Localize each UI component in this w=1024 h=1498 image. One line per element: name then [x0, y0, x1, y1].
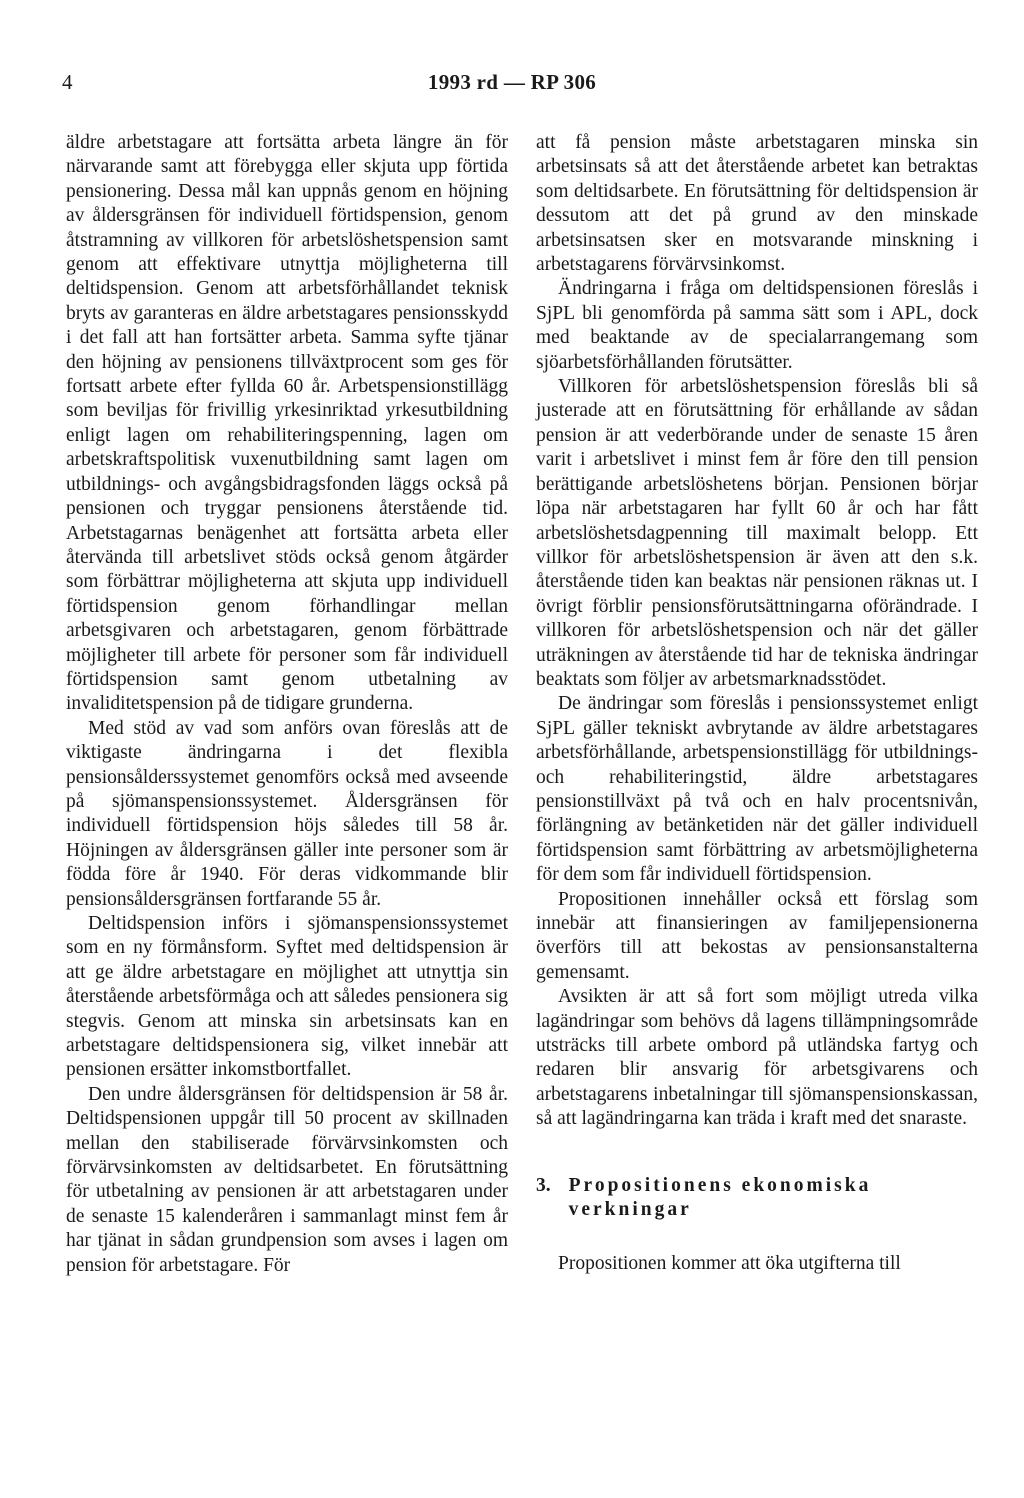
running-head: 1993 rd — RP 306 — [427, 70, 597, 94]
paragraph: Propositionen innehåller också ett förslag som innebär att finansieringen av familjepensionerna överförs till att bekostas av pensionsanstalterna gemensamt. — [536, 888, 978, 983]
section-heading — [536, 1174, 978, 1223]
left-column — [66, 131, 508, 1278]
page-number: 4 — [62, 70, 73, 94]
section-number: 3. — [536, 1174, 551, 1196]
paragraph: Villkoren för arbetslöshetspension föreslås bli så justerade att en förutsättning för erhållande av sådan pension är att vederbörande under de senaste 15 åren varit i arbetslivet i minst fem år före den till pension berättigande arbetslöshetens början. Pensionen börjar löpa när arbetstagaren har fyllt 60 år och har fått arbetslöshetsdagpenning till maximalt belopp. Ett villkor för arbetslöshetspension är även att den s.k. återstående tiden kan beaktas när pensionen räknas ut. I övrigt förblir pensionsförutsättningarna oförändrade. I villkoren för arbetslöshetspension och när det gäller uträkningen av återstående tid har de tekniska ändringar beaktats som följer av arbetsmarknadsstödet. — [536, 376, 978, 690]
paragraph: Deltidspension införs i sjömanspensionssystemet som en ny förmånsform. Syftet med deltidspension är att ge äldre arbetstagare en möjlighet att utnyttja sin återstående arbetsförmåga och att således pensionera sig stegvis. Genom att minska sin arbetsinsats kan en arbetstagare deltidspensionera sig, vilket innebär att pensionen ersätter inkomstbortfallet. — [66, 913, 508, 1081]
paragraph: att få pension måste arbetstagaren minska sin arbetsinsats så att det återstående arbetet kan betraktas som deltidsarbete. En förutsättning för deltidspension är dessutom att det på grund av den minskade arbetsinsatsen sker en motsvarande minskning i arbetstagarens förvärvsinkomst. — [536, 132, 978, 276]
right-column — [536, 131, 978, 1277]
paragraph: äldre arbetstagare att fortsätta arbeta längre än för närvarande samt att förebygga eller skjuta upp förtida pensionering. Dessa mål kan uppnås genom en höjning av åldersgränsen för individuell förtidspension, genom åtstramning av villkoren för arbetslöshetspension samt genom att effektivare utnyttja möjligheterna till deltidspension. Genom att arbetsförhållandet teknisk bryts av garanteras en äldre arbetstagares pensionsskydd i det fall att han fortsätter arbeta. Samma syfte tjänar den höjning av pensionens tillväxtprocent som ges för fortsatt arbete efter fyllda 60 år. Arbetspensionstillägg som beviljas för frivillig yrkesinriktad yrkesutbildning enligt lagen om rehabiliteringspenning, lagen om arbetskraftspolitisk vuxenutbildning samt lagen om utbildnings- och avgångsbidragsfonden läggs också på pensionen och tryggar pensionens återstående tid. Arbetstagarnas benägenhet att fortsätta arbeta eller återvända till arbetslivet stöds också genom åtgärder som förbättrar möjligheterna att skjuta upp individuell förtidspension genom förhandlingar mellan arbetsgivaren och arbetstagaren, genom förbättrade möjligheter till arbete för personer som får individuell förtidspension samt genom utbetalning av invaliditetspension på de tidigare grunderna. — [66, 132, 508, 715]
paragraph: Ändringarna i fråga om deltidspensionen föreslås i SjPL bli genomförda på samma sätt som i APL, dock med beaktande av de specialarrangemang som sjöarbetsförhållanden förutsätter. — [536, 278, 978, 373]
section-text: Propositionen kommer att öka utgifterna till — [558, 1253, 901, 1275]
paragraph: De ändringar som föreslås i pensionssystemet enligt SjPL gäller tekniskt avbrytande av äldre arbetstagares arbetsförhållande, arbetspensionstillägg för utbildnings- och rehabiliteringstid, äldre arbetstagares pensionstillväxt på två och en halv procentsnivån, förlängning av betänketiden när det gäller individuell förtidspension samt förbättring av arbetsmöjligheterna för dem som får individuell förtidspension. — [536, 693, 978, 886]
paragraph: Den undre åldersgränsen för deltidspension är 58 år. Deltidspensionen uppgår till 50 procent av skillnaden mellan den stabiliserade förvärvsinkomsten och förvärvsinkomsten av deltidsarbetet. En förutsättning för utbetalning av pensionen är att arbetstagaren under de senaste 15 kalenderåren i sammanlagt minst fem år har tjänat in sådan grundpension som avses i lagen om pension för arbetstagare. För — [66, 1083, 508, 1276]
section-title: Propositionens ekonomiska verkningar — [568, 1174, 872, 1221]
paragraph: Med stöd av vad som anförs ovan föreslås att de viktigaste ändringarna i det flexibla pensionsålderssystemet genomförs också med avseende på sjömanspensionssystemet. Åldersgränsen för individuell förtidspension höjs således till 58 år. Höjningen av åldersgränsen gäller inte personer som är födda före år 1940. För deras vidkommande blir pensionsåldersgränsen fortfarande 55 år. — [66, 717, 508, 910]
paragraph: Avsikten är att så fort som möjligt utreda vilka lagändringar som behövs då lagens tillämpningsområde utsträcks till arbete ombord på utländska fartyg och redaren blir ansvarig för arbetsgivarens och arbetstagarens inbetalningar till sjömanspensionskassan, så att lagändringarna kan träda i kraft med det snaraste. — [536, 986, 978, 1130]
